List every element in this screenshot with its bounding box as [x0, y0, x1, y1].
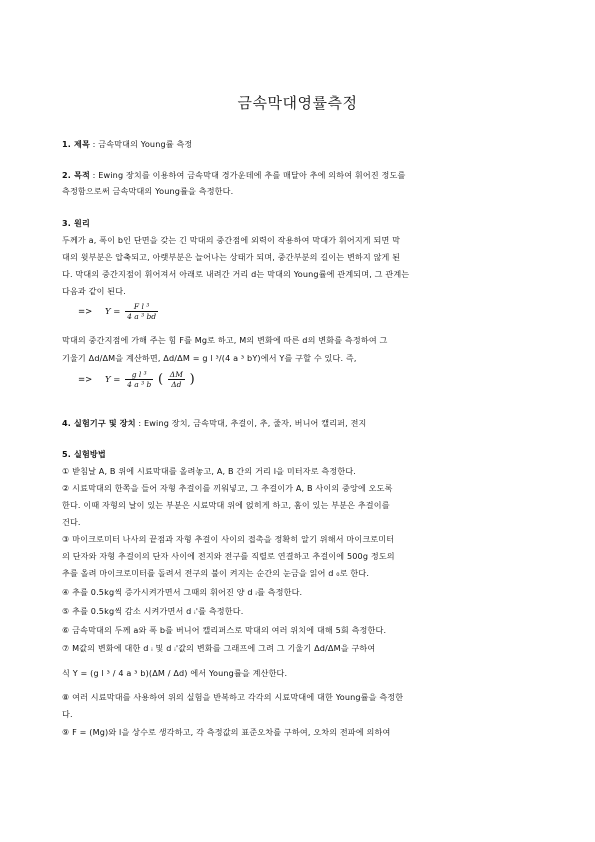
procedure-line: ⑥ 금속막대의 두께 a와 폭 b를 버니어 캘리퍼스로 막대의 여러 위치에 대해 5회 측정한다. — [62, 625, 387, 635]
section-5-heading: 5. 실험방법 — [62, 449, 106, 459]
section-2-line-2: 측정함으로써 금속막대의 Young률을 측정한다. — [62, 186, 234, 196]
formula-2-numerator: g l ³ — [125, 370, 153, 380]
procedure-line: ③ 마이크로미터 나사의 끝점과 자형 추걸이 사이의 접촉을 정확히 알기 위해서 마이크로미터 — [62, 534, 395, 544]
section-2 — [62, 170, 532, 181]
section-3-line-2: 대의 윗부분은 압축되고, 아랫부분은 늘어나는 상태가 되며, 중간부분의 길이는 변하지 않게 된 — [62, 252, 401, 262]
formula-2-close-paren: ) — [189, 372, 195, 387]
procedure-line: ② 시료막대의 한쪽을 들어 자형 추걸이를 끼워넣고, 그 추걸이가 A, B 사이의 중앙에 오도록 — [62, 483, 393, 493]
section-3-line-4: 다음과 같이 된다. — [62, 286, 126, 296]
section-1-heading: 1. 제목 — [62, 139, 90, 149]
section-3-line-6: 기울기 Δd/ΔM을 계산하면, Δd/ΔM = g l ³/(4 a ³ bY)에서 Y를 구할 수 있다. 즉, — [62, 353, 357, 363]
procedure-line: 한다. 이때 자형의 날이 있는 부분은 시료막대 위에 얹히게 하고, 홈이 있는 부분은 추걸이를 — [62, 500, 390, 510]
section-4-heading: 4. 실험기구 및 장치 — [62, 418, 136, 428]
procedure-line: ④ 추를 0.5kg씩 증가시켜가면서 그때의 휘어진 양 d ᵢ를 측정한다. — [62, 587, 303, 597]
procedure-line: 의 단자와 자형 추걸이의 단자 사이에 전지와 전구를 직렬로 연결하고 추걸이에 500g 정도의 — [62, 551, 395, 561]
page-title: 금속막대영률측정 — [237, 94, 358, 112]
formula-1-lhs: Y = — [104, 307, 121, 317]
section-3-heading: 3. 원리 — [62, 218, 90, 228]
section-3-line-3: 다. 막대의 중간지점이 휘어져서 아래로 내려간 거리 d는 막대의 Young률에 관계되며, 그 관계는 — [62, 269, 410, 279]
youngs-modulus-formula-2 — [78, 370, 195, 389]
section-2-line-1: : Ewing 장치를 이용하여 금속막대 경가운데에 추를 매달아 추에 의하여 휘어진 정도를 — [89, 170, 406, 180]
procedure-line: ① 받침날 A, B 위에 시료막대를 올려놓고, A, B 간의 거리 l을 미터자로 측정한다. — [62, 466, 357, 476]
formula-2-slope-numerator: ΔM — [169, 370, 183, 379]
procedure-line: 식 Y = (g l ³ / 4 a ³ b)(ΔM / Δd) 에서 Young률을 계산한다. — [62, 668, 288, 678]
section-1 — [62, 139, 532, 150]
youngs-modulus-formula-1 — [78, 302, 160, 321]
procedure-line: ⑧ 여러 시료막대를 사용하여 위의 실험을 반복하고 각각의 시료막대에 대한 Young률을 측정한 — [62, 692, 404, 702]
formula-1-numerator: F l ³ — [125, 302, 158, 312]
section-3-line-5: 막대의 중간지점에 가해 주는 힘 F를 Mg로 하고, M의 변화에 따른 d의 변화를 측정하여 그 — [62, 335, 388, 345]
formula-2-lhs: Y = — [104, 375, 121, 385]
section-2-heading: 2. 목적 — [62, 170, 90, 180]
procedure-line: ⑨ F = (Mg)와 l을 상수로 생각하고, 각 측정값의 표준오차를 구하여, 오차의 전파에 의하여 — [62, 727, 391, 737]
formula-2-slope-fraction — [168, 370, 185, 389]
section-3-line-1: 두께가 a, 폭이 b인 단면을 갖는 긴 막대의 중간점에 외력이 작용하여 막대가 휘어지게 되면 막 — [62, 235, 401, 245]
formula-2-fraction — [125, 370, 153, 389]
procedure-line: 건다. — [62, 517, 81, 527]
section-4 — [62, 418, 532, 429]
formula-2-open-paren: ( — [158, 372, 164, 387]
section-1-text: : 금속막대의 Young률 측정 — [89, 139, 193, 149]
procedure-line: ⑤ 추를 0.5kg씩 감소 시켜가면서 d ᵢ'를 측정한다. — [62, 606, 244, 616]
formula-2-arrow: => — [78, 375, 93, 385]
section-4-text: : Ewing 장치, 금속막대, 추걸이, 추, 줄자, 버니어 캘리퍼, 전지 — [135, 418, 367, 428]
formula-2-slope-denominator: Δd — [171, 380, 182, 389]
procedure-line: 추를 올려 마이크로미터를 돌려서 전구의 불이 켜지는 순간의 눈금을 읽어 d ₀로 한다. — [62, 568, 370, 578]
formula-1-arrow: => — [78, 307, 93, 317]
formula-1-denominator: 4 a ³ bd — [127, 312, 157, 321]
formula-1-fraction — [125, 302, 158, 321]
procedure-line: 다. — [62, 709, 73, 719]
procedure-line: ⑦ M값의 변화에 대한 d ᵢ 및 d ᵢ'값의 변화를 그래프에 그려 그 기울기 Δd/ΔM을 구하여 — [62, 643, 376, 653]
formula-2-denominator: 4 a ³ b — [127, 380, 152, 389]
